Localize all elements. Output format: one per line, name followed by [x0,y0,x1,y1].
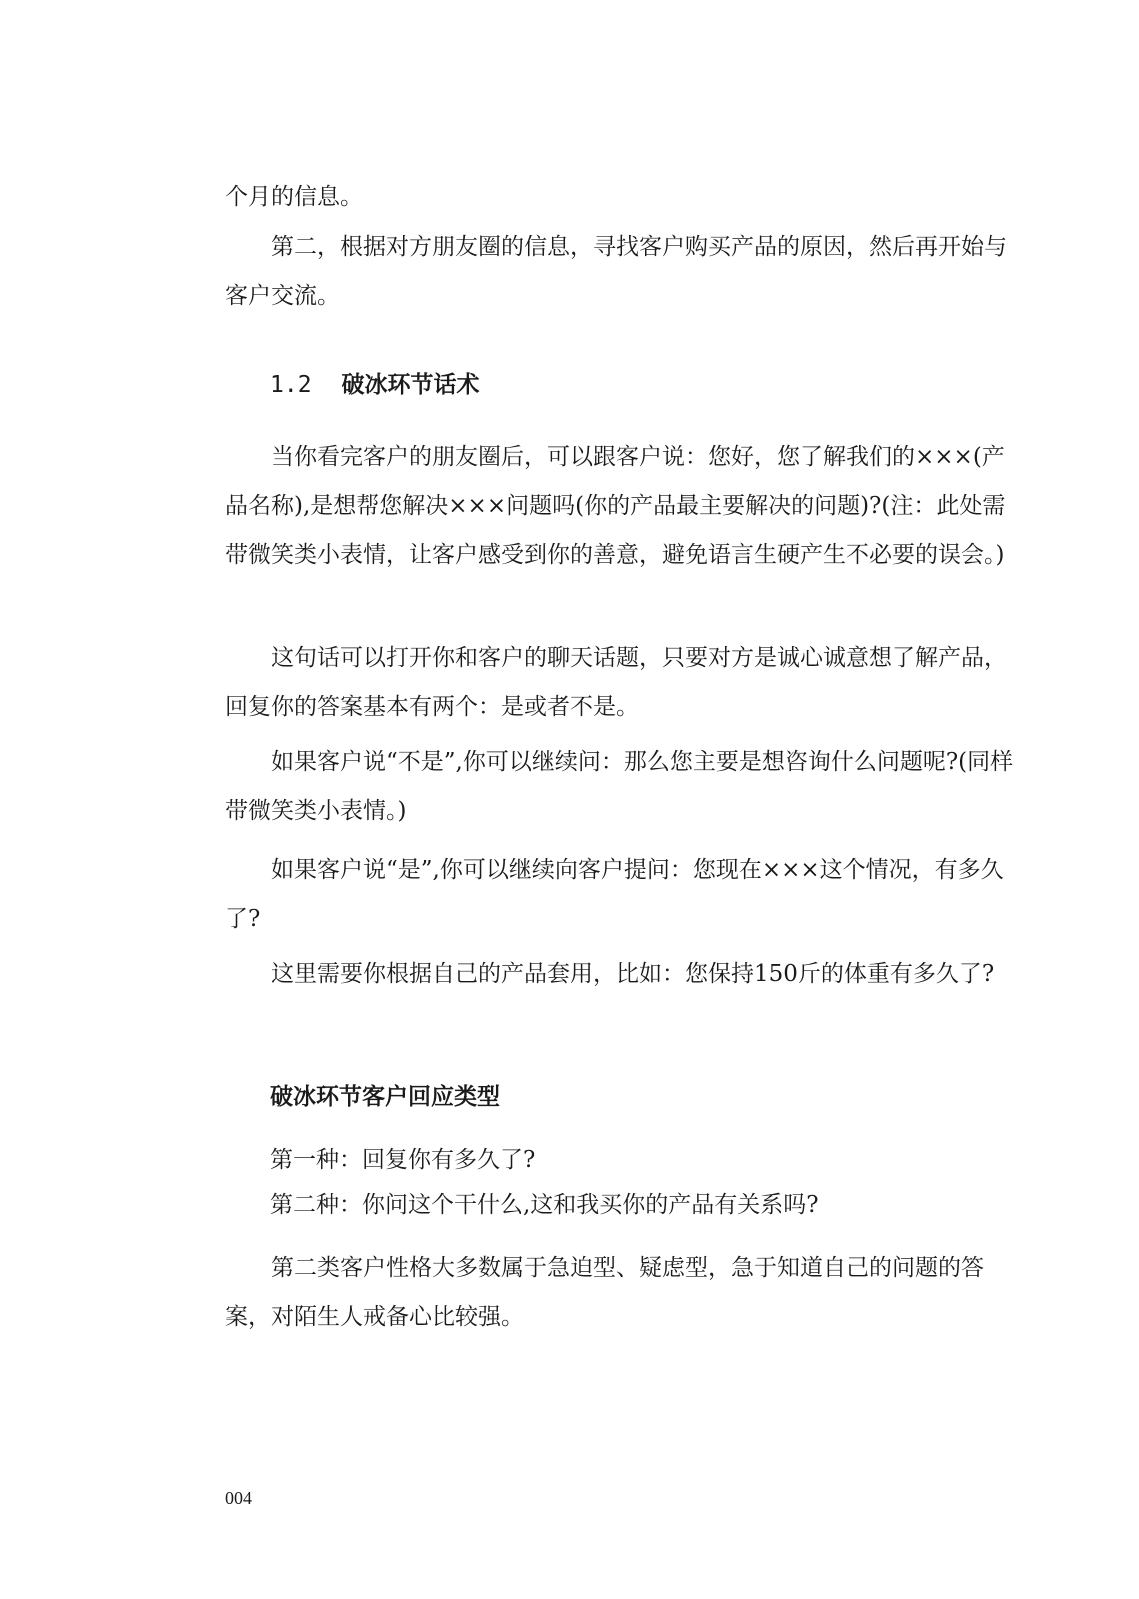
paragraph-example: 这里需要你根据自己的产品套用，比如：您保持150斤的体重有多久了? [271,961,995,987]
paragraph-second-point: 第二，根据对方朋友圈的信息，寻找客户购买产品的原因，然后再开始与客户交流。 [225,234,1007,309]
section-number: 1.2 [270,372,312,398]
section-title: 破冰环节话术 [341,372,480,398]
paragraph-if-no: 如果客户说“不是”,你可以继续问：那么您主要是想咨询什么问题呢?(同样带微笑类小表情。) [225,749,1014,824]
paragraph-open-topic: 这句话可以打开你和客户的聊天话题，只要对方是诚心诚意想了解产品，回复你的答案基本有两个：是或者不是。 [225,645,1007,720]
paragraph-icebreaker-script: 当你看完客户的朋友圈后，可以跟客户说：您好，您了解我们的×××(产品名称),是想帮您解决×××问题吗(你的产品最主要解决的问题)?(注：此处需带微笑类小表情，让客户感受到你的善意，避免语言生硬产生不必要的误会。) [225,444,1006,568]
subheading-response-types: 破冰环节客户回应类型 [270,1084,500,1110]
paragraph-customer-type: 第二类客户性格大多数属于急迫型、疑虑型，急于知道自己的问题的答案，对陌生人戒备心比较强。 [225,1255,984,1330]
paragraph-continuation: 个月的信息。 [225,184,363,210]
page-number: 004 [225,1488,252,1508]
response-type-first: 第一种：回复你有多久了? [270,1147,536,1173]
paragraph-if-yes: 如果客户说“是”,你可以继续向客户提问：您现在×××这个情况，有多久了? [225,857,1004,932]
response-type-second: 第二种：你问这个干什么,这和我买你的产品有关系吗? [270,1192,819,1218]
section-heading [270,370,480,400]
